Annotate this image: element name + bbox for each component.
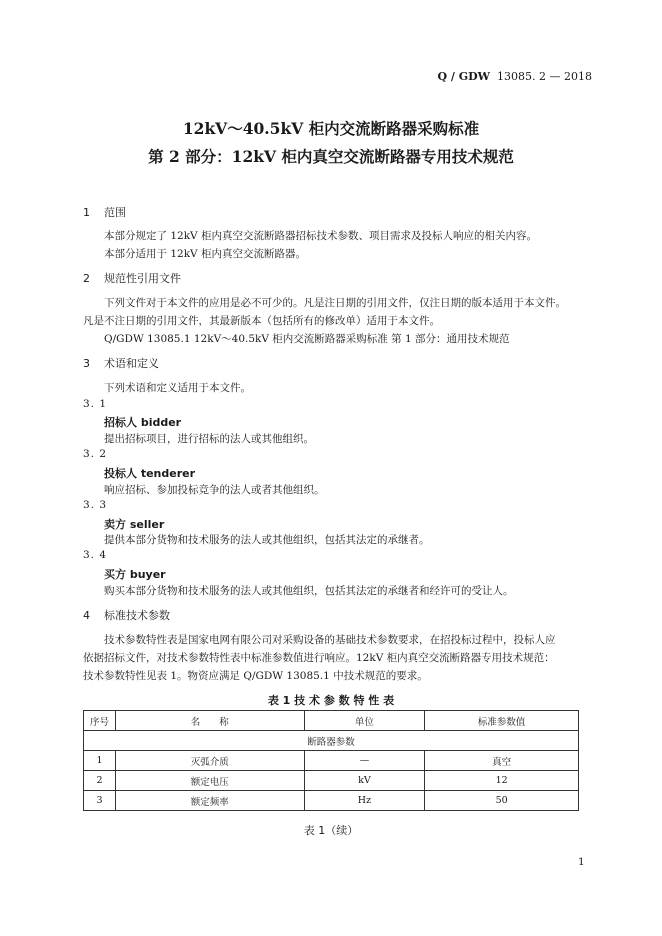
section-2-heading: 2 规范性引用文件	[83, 272, 181, 285]
table-group-row	[84, 731, 579, 751]
table-cell: 1	[84, 751, 116, 771]
table-cell: —	[304, 751, 425, 771]
term-title: 卖方 seller	[104, 518, 165, 531]
section-3-para1: 下列术语和定义适用于本文件。	[104, 382, 251, 394]
table-cell: 额定频率	[115, 791, 304, 811]
header-cell: 标准参数值	[425, 711, 579, 731]
header-cell: 名 称	[115, 711, 304, 731]
section-2-para1b: 凡是不注日期的引用文件，其最新版本（包括所有的修改单）适用于本文件。	[83, 315, 440, 327]
section-1-para1: 本部分规定了 12kV 柜内真空交流断路器招标技术参数、项目需求及投标人响应的相关内容。	[104, 230, 537, 242]
section-4-para-line1: 技术参数特性表是国家电网有限公司对采购设备的基础技术参数要求，在招投标过程中，投标人应	[104, 634, 556, 646]
section-2-para1a: 下列文件对于本文件的应用是必不可少的。凡是注日期的引用文件，仅注日期的版本适用于本文件。	[104, 297, 566, 309]
table-continued-caption: 表 1（续）	[303, 824, 359, 837]
header-cell: 序号	[84, 711, 116, 731]
section-4-heading: 4 标准技术参数	[83, 609, 170, 622]
term-title: 投标人 tenderer	[104, 467, 196, 480]
table-cell: kV	[304, 771, 425, 791]
term-definition: 提出招标项目，进行招标的法人或其他组织。	[104, 433, 314, 445]
table-cell: 真空	[425, 751, 579, 771]
page-number: 1	[578, 856, 585, 868]
header-cell: 单位	[304, 711, 425, 731]
term-title: 招标人 bidder	[104, 416, 182, 429]
term-number: 3. 2	[83, 448, 108, 460]
table-caption: 表 1 技 术 参 数 特 性 表	[267, 694, 395, 707]
table-row	[84, 771, 579, 791]
table-cell: 灭弧介质	[115, 751, 304, 771]
section-3-heading: 3 术语和定义	[83, 357, 159, 370]
table-row	[84, 791, 579, 811]
table-cell: 2	[84, 771, 116, 791]
term-number: 3. 1	[83, 398, 108, 410]
table-cell: 额定电压	[115, 771, 304, 791]
section-4-para-line2: 依据招标文件，对技术参数特性表中标准参数值进行响应。12kV 柜内真空交流断路器专用技术规范：	[83, 652, 555, 664]
table-cell: 12	[425, 771, 579, 791]
section-2-reference: Q/GDW 13085.1 12kV～40.5kV 柜内交流断路器采购标准 第 1 部分：通用技术规范	[104, 333, 510, 345]
section-1-heading: 1 范围	[83, 206, 126, 219]
table-cell: Hz	[304, 791, 425, 811]
doc-title-line1: 12kV～40.5kV 柜内交流断路器采购标准	[182, 119, 480, 138]
doc-title-line2: 第 2 部分：12kV 柜内真空交流断路器专用技术规范	[148, 147, 514, 166]
table-cell: 50	[425, 791, 579, 811]
term-number: 3. 3	[83, 499, 108, 511]
parameter-table	[83, 710, 579, 811]
section-4-para-line3: 技术参数特性见表 1。物资应满足 Q/GDW 13085.1 中技术规范的要求。	[83, 670, 428, 682]
term-definition: 购买本部分货物和技术服务的法人或其他组织，包括其法定的承继者和经许可的受让人。	[104, 585, 514, 597]
term-definition: 提供本部分货物和技术服务的法人或其他组织，包括其法定的承继者。	[104, 534, 430, 546]
table-header-row	[84, 711, 579, 731]
document-code: Q / GDW 13085. 2 — 2018	[437, 70, 592, 83]
section-1-para2: 本部分适用于 12kV 柜内真空交流断路器。	[104, 248, 306, 260]
term-definition: 响应招标、参加投标竞争的法人或者其他组织。	[104, 484, 325, 496]
term-number: 3. 4	[83, 549, 108, 561]
group-cell: 断路器参数	[84, 731, 579, 751]
table-row	[84, 751, 579, 771]
table-cell: 3	[84, 791, 116, 811]
term-title: 买方 buyer	[104, 568, 166, 581]
